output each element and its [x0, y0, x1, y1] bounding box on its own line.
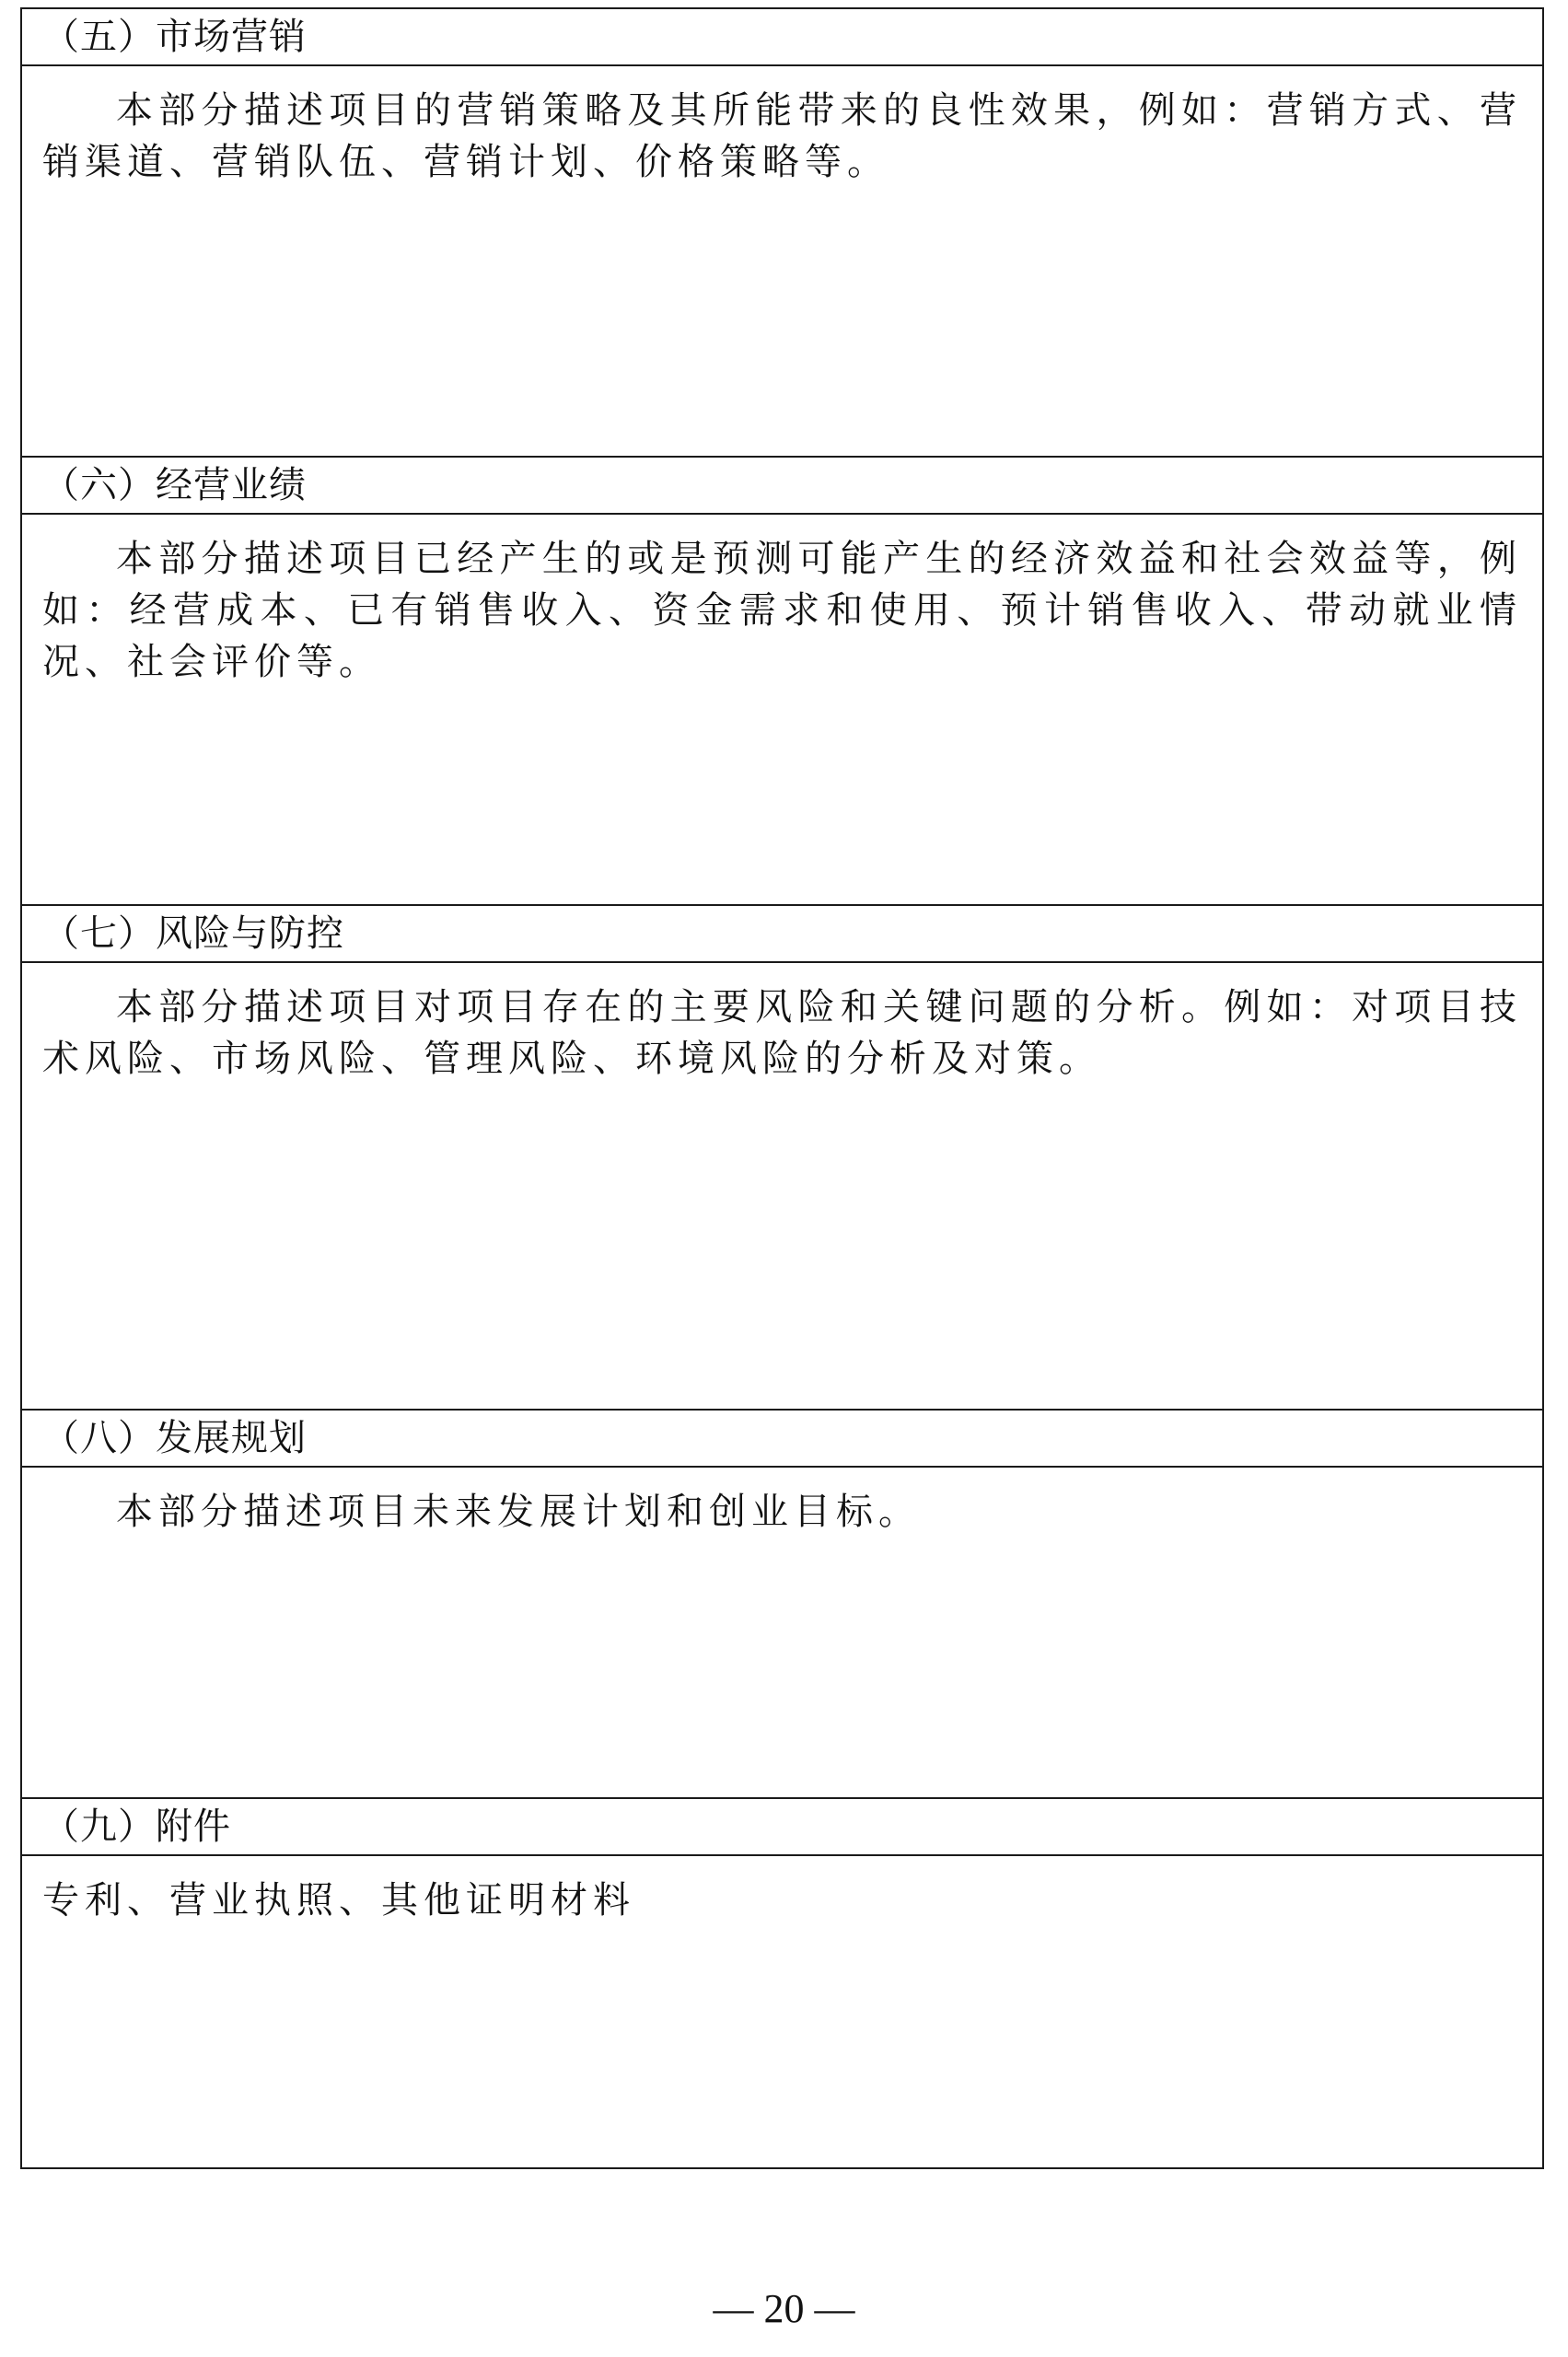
section-header-development-plan: [21, 1410, 1543, 1467]
section-description: 专利、营业执照、其他证明材料: [42, 1879, 635, 1922]
section-body-attachments[interactable]: [21, 1855, 1543, 2168]
section-header-marketing: [21, 8, 1543, 65]
section-title: （九）附件: [21, 1798, 1543, 1855]
section-title: （五）市场营销: [21, 8, 1543, 65]
section-description: 本部分描述项目已经产生的或是预测可能产生的经济效益和社会效益等，例如：经营成本、已有销售收入、资金需求和使用、预计销售收入、带动就业情况、社会评价等。: [42, 538, 1522, 683]
section-description: 本部分描述项目的营销策略及其所能带来的良性效果，例如：营销方式、营销渠道、营销队伍、营销计划、价格策略等。: [42, 89, 1522, 183]
section-content-field[interactable]: [21, 962, 1543, 1410]
section-title: （六）经营业绩: [21, 457, 1543, 514]
section-content-field[interactable]: [21, 514, 1543, 905]
section-content-field[interactable]: [21, 65, 1543, 457]
section-body-risk-control[interactable]: [21, 962, 1543, 1410]
section-title: （八）发展规划: [21, 1410, 1543, 1467]
section-description: 本部分描述项目未来发展计划和创业目标。: [116, 1491, 921, 1533]
page-number: — 20 —: [713, 2286, 855, 2331]
section-body-marketing[interactable]: [21, 65, 1543, 457]
section-title: （七）风险与防控: [21, 905, 1543, 962]
section-header-attachments: [21, 1798, 1543, 1855]
section-description: 本部分描述项目对项目存在的主要风险和关键问题的分析。例如：对项目技术风险、市场风险、管理风险、环境风险的分析及对策。: [42, 986, 1522, 1080]
application-form-table: [20, 7, 1544, 2169]
section-content-field[interactable]: [21, 1467, 1543, 1798]
section-body-business-performance[interactable]: [21, 514, 1543, 905]
section-header-business-performance: [21, 457, 1543, 514]
section-header-risk-control: [21, 905, 1543, 962]
section-content-field[interactable]: [21, 1855, 1543, 2168]
section-body-development-plan[interactable]: [21, 1467, 1543, 1798]
